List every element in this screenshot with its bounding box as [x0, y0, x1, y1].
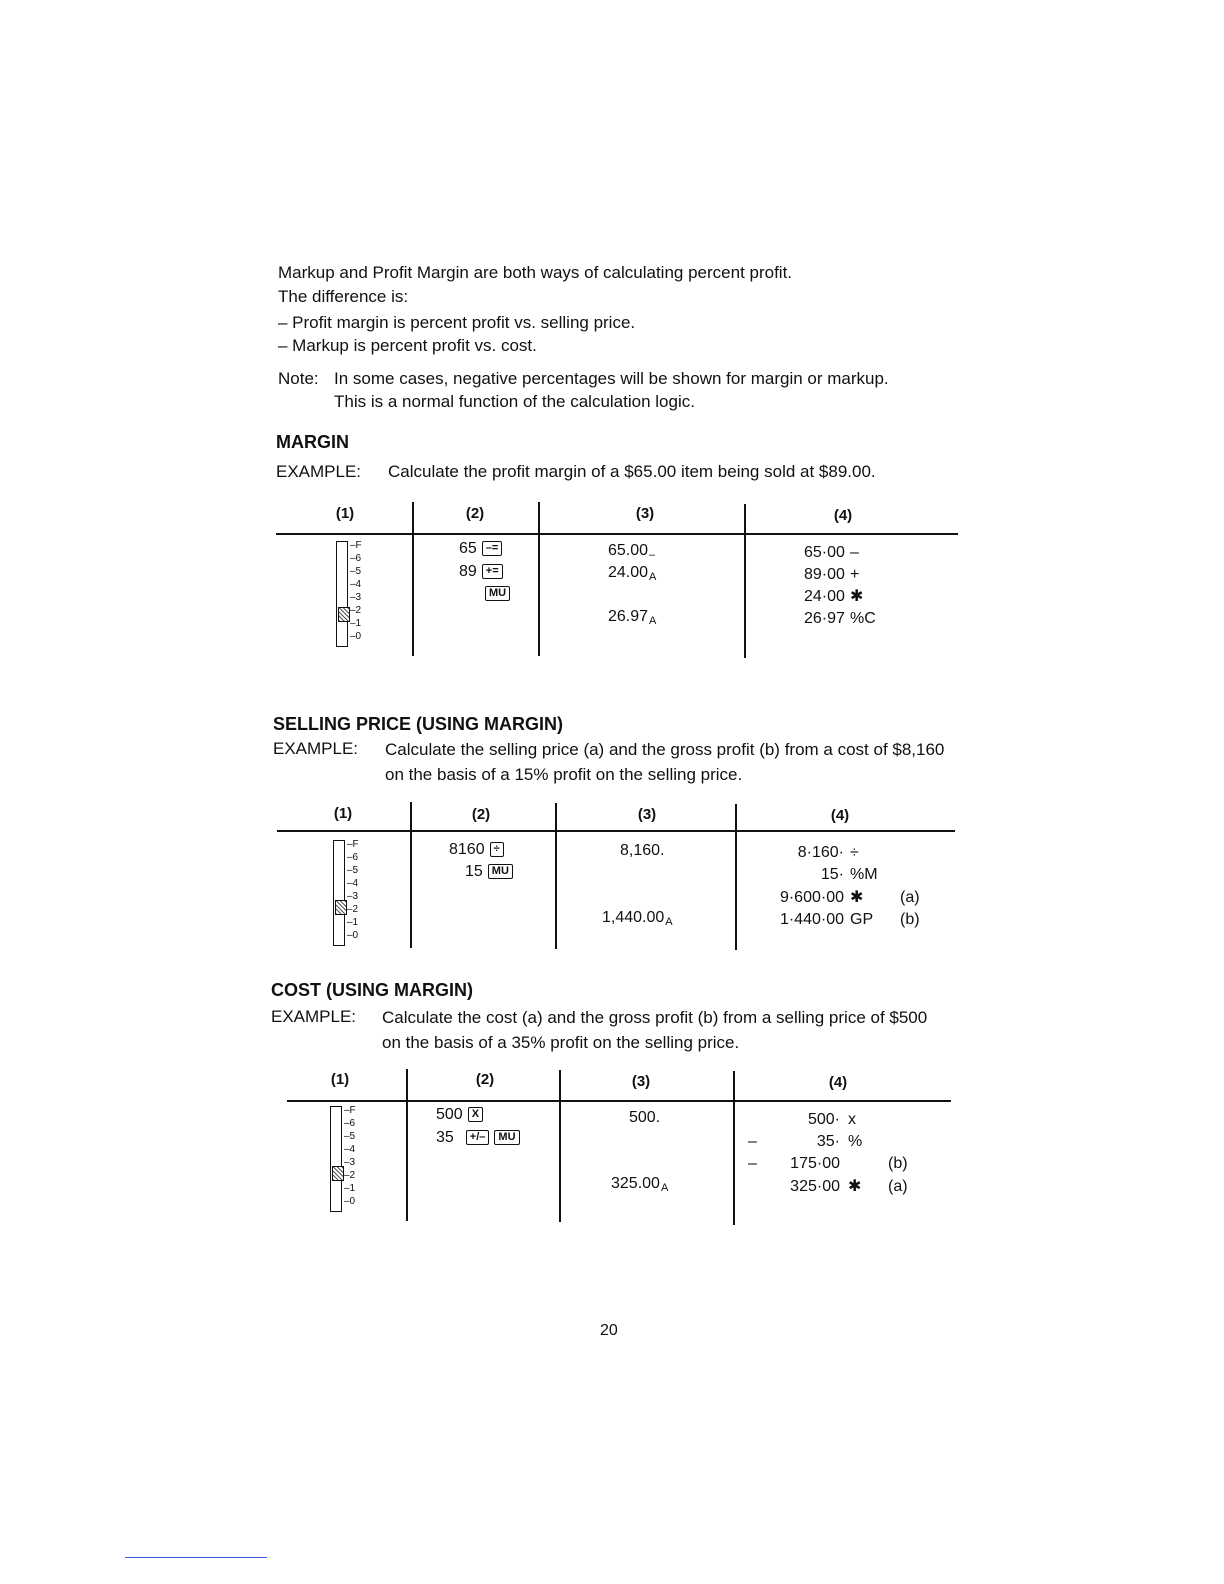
margin-example-label: EXAMPLE: — [276, 462, 362, 481]
display-value: 26.97A — [608, 608, 657, 627]
mu-key-icon: MU — [494, 1130, 519, 1145]
selling-example-line1: Calculate the selling price (a) and the gross profit (b) from a cost of $8,160 — [385, 740, 945, 759]
cost-example-line2: on the basis of a 35% profit on the selling price. — [382, 1033, 740, 1052]
table-rule — [287, 1100, 951, 1102]
display-value: 1,440.00A — [602, 909, 673, 928]
decimal-selector-icon: –F –6 –5 –4 –3 –2 –1 –0 — [325, 840, 395, 950]
mu-key-icon: MU — [488, 864, 513, 879]
col-header-4: (4) — [828, 1074, 848, 1091]
tape-line: – 35· % — [748, 1133, 863, 1150]
cost-example-line1: Calculate the cost (a) and the gross profit (b) from a selling price of $500 — [382, 1008, 928, 1027]
tape-line: – 175·00 (b) — [748, 1155, 908, 1172]
col-header-2: (2) — [475, 1071, 495, 1088]
tape-line: 26·97 %C — [804, 610, 876, 627]
multiply-key-icon: X — [468, 1107, 483, 1122]
col-header-4: (4) — [833, 507, 853, 524]
col-divider — [538, 502, 540, 656]
tape-line: 24·00 ✱ — [804, 588, 864, 605]
footer-rule — [125, 1557, 267, 1558]
tape-line: 89·00 + — [804, 566, 860, 583]
table-rule — [277, 830, 955, 832]
col-divider — [744, 504, 746, 658]
entry-row: 65 –= — [459, 538, 502, 560]
selling-heading: SELLING PRICE (USING MARGIN) — [273, 714, 564, 734]
display-value: 500. — [629, 1109, 661, 1126]
tape-line: 325·00 ✱ (a) — [790, 1178, 908, 1195]
col-divider — [733, 1071, 735, 1225]
tape-line: 9·600·00 ✱ (a) — [779, 889, 920, 906]
selling-example-line2: on the basis of a 15% profit on the selling price. — [385, 765, 743, 784]
entry-row: 500 X — [436, 1104, 483, 1126]
note-label: Note: — [278, 369, 319, 388]
col-divider — [406, 1069, 408, 1221]
intro-line2: The difference is: — [278, 287, 409, 306]
entry-row: 8160 ÷ — [449, 839, 504, 861]
decimal-selector-icon: –F –6 –5 –4 –3 –2 –1 –0 — [322, 1106, 392, 1216]
tape-line: 15· %M — [820, 866, 878, 883]
col-header-1: (1) — [333, 805, 353, 822]
margin-example-text: Calculate the profit margin of a $65.00 item being sold at $89.00. — [388, 462, 876, 481]
page-number: 20 — [600, 1322, 618, 1339]
col-divider — [412, 502, 414, 656]
display-value: 8,160. — [620, 842, 665, 859]
col-header-1: (1) — [335, 505, 355, 522]
margin-heading: MARGIN — [276, 432, 349, 452]
plus-minus-key-icon: +/– — [466, 1130, 490, 1145]
table-rule — [276, 533, 958, 535]
mu-key-icon: MU — [485, 586, 510, 601]
tape-line: 8·160· ÷ — [797, 844, 859, 861]
col-divider — [735, 804, 737, 950]
tape-line: 1·440·00 GP (b) — [779, 911, 920, 928]
tape-line: 500· x — [807, 1111, 856, 1128]
intro-line1: Markup and Profit Margin are both ways of calculating percent profit. — [278, 263, 793, 282]
selling-example-label: EXAMPLE: — [273, 739, 359, 758]
tape-line: 65·00 – — [804, 544, 859, 561]
divide-key-icon: ÷ — [490, 842, 504, 857]
col-divider — [559, 1070, 561, 1222]
display-value: 24.00A — [608, 564, 657, 583]
col-divider — [410, 802, 412, 948]
display-value: 65.00– — [608, 542, 656, 561]
col-header-2: (2) — [471, 806, 491, 823]
entry-row: 35 +/– MU — [436, 1127, 520, 1149]
cost-example-label: EXAMPLE: — [271, 1007, 357, 1026]
col-header-2: (2) — [465, 505, 485, 522]
decimal-selector-icon: –F –6 –5 –4 –3 –2 –1 –0 — [328, 541, 398, 651]
entry-row — [480, 583, 510, 605]
entry-row: 15 MU — [465, 861, 513, 883]
display-value: 325.00A — [611, 1175, 669, 1194]
intro-bullet1: – Profit margin is percent profit vs. selling price. — [278, 313, 636, 332]
col-divider — [555, 803, 557, 949]
note-line2: This is a normal function of the calculation logic. — [334, 392, 695, 411]
intro-bullet2: – Markup is percent profit vs. cost. — [278, 336, 537, 355]
col-header-3: (3) — [637, 806, 657, 823]
plus-equals-key-icon: += — [482, 564, 503, 579]
col-header-1: (1) — [330, 1071, 350, 1088]
col-header-3: (3) — [631, 1073, 651, 1090]
cost-heading: COST (USING MARGIN) — [271, 980, 473, 1000]
note-line1: In some cases, negative percentages will be shown for margin or markup. — [334, 369, 889, 388]
col-header-4: (4) — [830, 807, 850, 824]
entry-row: 89 += — [459, 561, 503, 583]
minus-equals-key-icon: –= — [482, 541, 503, 556]
col-header-3: (3) — [635, 505, 655, 522]
